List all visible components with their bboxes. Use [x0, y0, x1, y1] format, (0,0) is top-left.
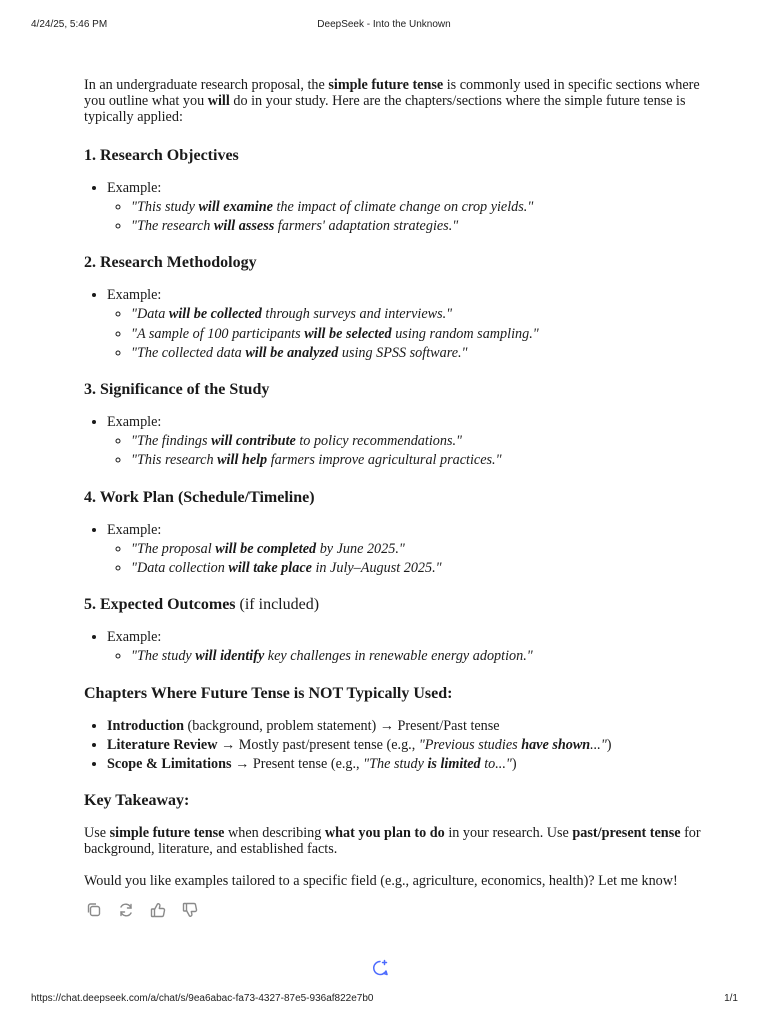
list-item: • Literature Review → Mostly past/present tense (e.g., "Previous studies have shown...") [107, 737, 724, 753]
example-item: ◦ "The proposal will be completed by June 2025." [131, 541, 724, 557]
example-item: ◦ "The study will identify key challenges in renewable energy adoption." [131, 648, 724, 664]
print-url: https://chat.deepseek.com/a/chat/s/9ea6abac-fa73-4327-87e5-936af822e7b0 [31, 993, 374, 1004]
example-item: ◦ "Data collection will take place in July–August 2025." [131, 560, 724, 576]
list-item: • Example: ◦ "The proposal will be completed by June 2025." ◦ "Data collection will take place in July–August 2025." [107, 522, 724, 577]
section-list [84, 287, 724, 361]
print-datetime: 4/24/25, 5:46 PM [31, 19, 108, 30]
followup-question: Would you like examples tailored to a specific field (e.g., agriculture, economics, health)? Let me know! [84, 872, 678, 889]
print-footer [0, 993, 768, 1007]
assistant-message [84, 77, 724, 889]
section-list [84, 180, 724, 235]
message-actions [84, 900, 200, 920]
takeaway-paragraph: Use simple future tense when describing what you plan to do in your research. Use past/present tense for background, literature, and established facts. [84, 825, 701, 858]
section-heading-research-methodology: 2. Research Methodology [84, 254, 257, 272]
copy-button[interactable] [84, 900, 104, 920]
print-page-number: 1/1 [724, 993, 738, 1004]
section-list [84, 414, 724, 469]
intro-paragraph: In an undergraduate research proposal, the simple future tense is commonly used in specific sections where you outline what you will do in your study. Here are the chapters/sections where the simple future tense is typically applied: [84, 77, 700, 126]
example-item: ◦ "Data will be collected through surveys and interviews." [131, 306, 724, 322]
section-heading-not-used: Chapters Where Future Tense is NOT Typically Used: [84, 684, 453, 702]
print-header [0, 19, 768, 33]
new-chat-icon [370, 958, 390, 978]
example-item: ◦ "A sample of 100 participants will be selected using random sampling." [131, 326, 724, 342]
like-button[interactable] [148, 900, 168, 920]
copy-icon [85, 901, 103, 919]
section-heading-significance: 3. Significance of the Study [84, 381, 270, 399]
section-list [84, 629, 724, 664]
print-page-title: DeepSeek - Into the Unknown [317, 19, 451, 30]
section-heading-research-objectives: 1. Research Objectives [84, 146, 239, 164]
list-item: • Example: ◦ "The findings will contribute to policy recommendations." ◦ "This research will help farmers improve agricultural practices." [107, 414, 724, 469]
not-used-list [84, 718, 724, 773]
regenerate-icon [117, 901, 135, 919]
list-item: • Scope & Limitations → Present tense (e.g., "The study is limited to...") [107, 756, 724, 772]
section-heading-work-plan: 4. Work Plan (Schedule/Timeline) [84, 488, 315, 506]
example-item: ◦ "The findings will contribute to policy recommendations." [131, 433, 724, 449]
list-item: • Introduction (background, problem statement) → Present/Past tense [107, 718, 724, 734]
example-item: ◦ "The collected data will be analyzed using SPSS software." [131, 345, 724, 361]
regenerate-button[interactable] [116, 900, 136, 920]
section-list [84, 522, 724, 577]
thumbs-up-icon [149, 901, 167, 919]
dislike-button[interactable] [180, 900, 200, 920]
list-item: • Example: ◦ "Data will be collected through surveys and interviews." ◦ "A sample of 100 participants will be selected using random sampling." ◦ "The collected data will be analyzed using SPSS software." [107, 287, 724, 361]
section-heading-expected-outcomes: 5. Expected Outcomes (if included) [84, 596, 320, 614]
example-item: ◦ "This study will examine the impact of climate change on crop yields." [131, 199, 724, 215]
example-item: ◦ "This research will help farmers improve agricultural practices." [131, 452, 724, 468]
thumbs-down-icon [181, 901, 199, 919]
list-item: • Example: ◦ "The study will identify key challenges in renewable energy adoption." [107, 629, 724, 664]
section-heading-key-takeaway: Key Takeaway: [84, 792, 190, 810]
example-item: ◦ "The research will assess farmers' adaptation strategies." [131, 218, 724, 234]
list-item: • Example: ◦ "This study will examine the impact of climate change on crop yields." ◦ "The research will assess farmers' adaptation strategies." [107, 180, 724, 235]
new-chat-button[interactable] [370, 958, 390, 978]
